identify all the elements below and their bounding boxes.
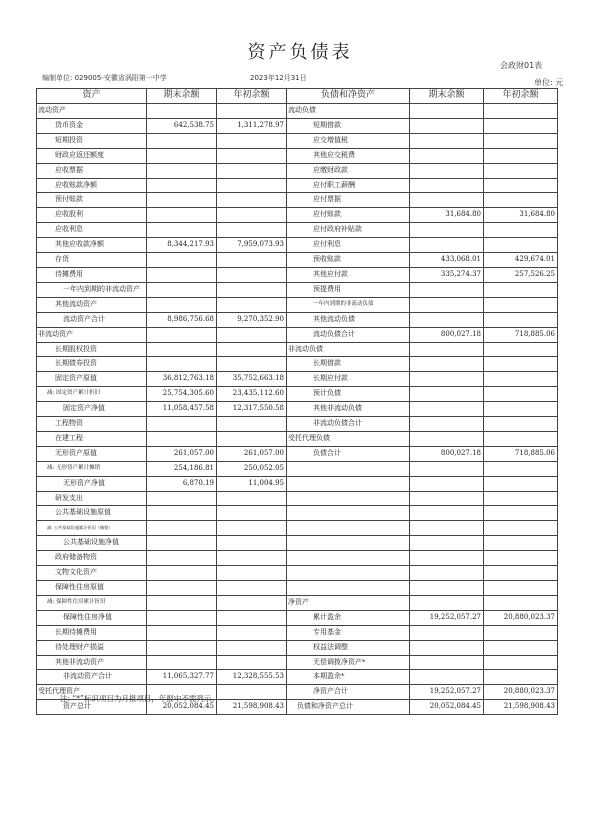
liability-begin xyxy=(484,223,558,238)
liability-begin: 718,885.06 xyxy=(484,327,558,342)
liability-begin xyxy=(484,521,558,536)
liability-label: 流动负债 xyxy=(287,104,410,119)
asset-end xyxy=(147,566,217,581)
reporting-unit: 编制单位: 029005-安徽省涡阳第一中学 xyxy=(42,74,167,82)
liability-label: 其他应付款 xyxy=(287,267,410,282)
asset-label: 保障性住房原值 xyxy=(37,581,147,596)
col-liabilities: 负债和净资产 xyxy=(287,89,410,104)
liability-end xyxy=(410,431,484,446)
asset-begin xyxy=(217,566,287,581)
table-row xyxy=(37,208,558,223)
asset-label: 减: 固定资产累计折旧 xyxy=(37,387,147,402)
liability-begin: 257,526.25 xyxy=(484,267,558,282)
asset-label: 存货 xyxy=(37,253,147,268)
liability-begin: 20,880,023.37 xyxy=(484,610,558,625)
table-row xyxy=(37,133,558,148)
table-row xyxy=(37,312,558,327)
liability-begin xyxy=(484,178,558,193)
liability-label: 本期盈余* xyxy=(287,670,410,685)
asset-begin xyxy=(217,551,287,566)
asset-end xyxy=(147,282,217,297)
liability-begin xyxy=(484,536,558,551)
liability-label: 专用基金 xyxy=(287,625,410,640)
liability-end xyxy=(410,297,484,312)
col-assets: 资产 xyxy=(37,89,147,104)
table-row xyxy=(37,327,558,342)
asset-begin xyxy=(217,133,287,148)
liability-label: 应付账款 xyxy=(287,208,410,223)
asset-end xyxy=(147,581,217,596)
liability-label: 非流动负债合计 xyxy=(287,417,410,432)
liability-label: 应付政府补贴款 xyxy=(287,223,410,238)
liability-begin xyxy=(484,148,558,163)
table-row xyxy=(37,372,558,387)
liability-label xyxy=(287,551,410,566)
form-code: 会政财01表 xyxy=(500,61,543,70)
table-row xyxy=(37,118,558,133)
asset-label: 无形资产原值 xyxy=(37,446,147,461)
asset-end xyxy=(147,655,217,670)
asset-end: 8,344,217.93 xyxy=(147,238,217,253)
liability-end xyxy=(410,193,484,208)
asset-end: 11,058,457.58 xyxy=(147,402,217,417)
liability-end: 19,252,057.27 xyxy=(410,610,484,625)
table-row xyxy=(37,104,558,119)
liability-end xyxy=(410,238,484,253)
liability-label: 长期应付款 xyxy=(287,372,410,387)
asset-label: 研发支出 xyxy=(37,491,147,506)
asset-end xyxy=(147,536,217,551)
table-row xyxy=(37,446,558,461)
liability-end xyxy=(410,417,484,432)
asset-begin xyxy=(217,357,287,372)
asset-label: 其他非流动资产 xyxy=(37,655,147,670)
liability-label: 其他流动负债 xyxy=(287,312,410,327)
liability-begin xyxy=(484,342,558,357)
table-row xyxy=(37,402,558,417)
asset-label: 货币资金 xyxy=(37,118,147,133)
liability-end xyxy=(410,163,484,178)
liability-label: 负债合计 xyxy=(287,446,410,461)
asset-label: 应收账款净额 xyxy=(37,178,147,193)
liability-end xyxy=(410,491,484,506)
asset-end xyxy=(147,193,217,208)
liability-end xyxy=(410,551,484,566)
asset-label: 应收股利 xyxy=(37,208,147,223)
liability-end xyxy=(410,148,484,163)
asset-label: 长期待摊费用 xyxy=(37,625,147,640)
liability-end xyxy=(410,133,484,148)
asset-end xyxy=(147,267,217,282)
liability-begin xyxy=(484,417,558,432)
asset-begin xyxy=(217,610,287,625)
asset-label: 应收利息 xyxy=(37,223,147,238)
liability-begin xyxy=(484,625,558,640)
asset-label: 减: 保障性住房累计折旧 xyxy=(37,595,147,610)
liability-end xyxy=(410,178,484,193)
table-row xyxy=(37,357,558,372)
liability-begin xyxy=(484,163,558,178)
liability-label: 流动负债合计 xyxy=(287,327,410,342)
asset-end xyxy=(147,163,217,178)
table-row xyxy=(37,655,558,670)
asset-label: 保障性住房净值 xyxy=(37,610,147,625)
asset-end: 11,065,327.77 xyxy=(147,670,217,685)
liability-begin: 31,684.80 xyxy=(484,208,558,223)
asset-label: 财政应返还额度 xyxy=(37,148,147,163)
asset-begin: 7,959,073.93 xyxy=(217,238,287,253)
table-header-row xyxy=(37,89,558,104)
asset-end: 254,186.81 xyxy=(147,461,217,476)
asset-begin: 12,328,555.53 xyxy=(217,670,287,685)
currency-unit: 单位: 元 xyxy=(534,78,564,87)
asset-end xyxy=(147,506,217,521)
liability-begin xyxy=(484,640,558,655)
liability-begin xyxy=(484,506,558,521)
table-row xyxy=(37,267,558,282)
asset-end: 8,986,756.68 xyxy=(147,312,217,327)
liability-end xyxy=(410,655,484,670)
liability-label: 净资产合计 xyxy=(287,685,410,700)
liability-end xyxy=(410,670,484,685)
asset-begin xyxy=(217,431,287,446)
asset-begin xyxy=(217,536,287,551)
asset-end xyxy=(147,253,217,268)
asset-begin xyxy=(217,193,287,208)
asset-begin: 11,004.95 xyxy=(217,476,287,491)
liability-begin xyxy=(484,357,558,372)
asset-end xyxy=(147,491,217,506)
liability-end xyxy=(410,640,484,655)
table-row xyxy=(37,282,558,297)
asset-begin xyxy=(217,595,287,610)
asset-end: 261,057.00 xyxy=(147,446,217,461)
liability-label: 净资产 xyxy=(287,595,410,610)
liability-label xyxy=(287,491,410,506)
liability-begin: 718,885.06 xyxy=(484,446,558,461)
asset-label: 无形资产净值 xyxy=(37,476,147,491)
asset-begin xyxy=(217,208,287,223)
liability-label: 长期借款 xyxy=(287,357,410,372)
liability-label: 其他应交税费 xyxy=(287,148,410,163)
col-assets-begin: 年初余额 xyxy=(217,89,287,104)
asset-end xyxy=(147,521,217,536)
report-date: 2023年12月31日 xyxy=(250,74,307,82)
liability-begin xyxy=(484,372,558,387)
liability-end: 335,274.37 xyxy=(410,267,484,282)
asset-label: 政府储备物资 xyxy=(37,551,147,566)
liability-end xyxy=(410,104,484,119)
asset-label: 应收票据 xyxy=(37,163,147,178)
liability-begin xyxy=(484,282,558,297)
asset-begin: 23,435,112.60 xyxy=(217,387,287,402)
asset-end xyxy=(147,327,217,342)
liability-label xyxy=(287,566,410,581)
table-row xyxy=(37,566,558,581)
table-row xyxy=(37,148,558,163)
asset-label: 公共基础设施净值 xyxy=(37,536,147,551)
liability-begin xyxy=(484,655,558,670)
asset-label: 其他应收款净额 xyxy=(37,238,147,253)
liability-begin: 20,880,023.37 xyxy=(484,685,558,700)
asset-label: 其他流动资产 xyxy=(37,297,147,312)
liability-begin xyxy=(484,566,558,581)
liability-label: 应付票据 xyxy=(287,193,410,208)
asset-begin xyxy=(217,655,287,670)
liability-end xyxy=(410,625,484,640)
liability-begin xyxy=(484,312,558,327)
liability-label: 应缴财政款 xyxy=(287,163,410,178)
asset-begin xyxy=(217,104,287,119)
liability-begin xyxy=(484,104,558,119)
liability-begin xyxy=(484,133,558,148)
asset-end xyxy=(147,610,217,625)
table-row xyxy=(37,595,558,610)
table-row xyxy=(37,297,558,312)
balance-sheet-table xyxy=(36,88,558,715)
asset-label: 流动资产 xyxy=(37,104,147,119)
liability-label: 无偿调拨净资产* xyxy=(287,655,410,670)
table-row xyxy=(37,387,558,402)
table-row xyxy=(37,625,558,640)
asset-begin xyxy=(217,253,287,268)
liability-label: 预提费用 xyxy=(287,282,410,297)
asset-end: 6,870.19 xyxy=(147,476,217,491)
asset-begin xyxy=(217,417,287,432)
asset-end xyxy=(147,342,217,357)
liability-end xyxy=(410,521,484,536)
table-row xyxy=(37,431,558,446)
table-row xyxy=(37,551,558,566)
asset-begin xyxy=(217,223,287,238)
asset-begin xyxy=(217,342,287,357)
liability-label: 应交增值税 xyxy=(287,133,410,148)
liability-begin xyxy=(484,118,558,133)
asset-label: 公共基础设施原值 xyxy=(37,506,147,521)
liability-end xyxy=(410,312,484,327)
liability-label xyxy=(287,461,410,476)
col-liab-end: 期末余额 xyxy=(410,89,484,104)
liability-label xyxy=(287,536,410,551)
asset-begin xyxy=(217,491,287,506)
liability-end xyxy=(410,372,484,387)
liability-label: 受托代理负债 xyxy=(287,431,410,446)
footnote: 注: “*”标识项目为月报项目，年报中不需列示。 xyxy=(60,694,219,703)
asset-end xyxy=(147,297,217,312)
asset-begin: 35,752,663.18 xyxy=(217,372,287,387)
asset-begin xyxy=(217,163,287,178)
table-row xyxy=(37,640,558,655)
asset-end: 36,812,763.18 xyxy=(147,372,217,387)
asset-label: 在建工程 xyxy=(37,431,147,446)
liability-begin xyxy=(484,581,558,596)
liability-label xyxy=(287,476,410,491)
asset-begin: 9,270,352.90 xyxy=(217,312,287,327)
asset-begin xyxy=(217,625,287,640)
liability-label xyxy=(287,521,410,536)
liability-label: 应付职工薪酬 xyxy=(287,178,410,193)
liability-end: 800,027.18 xyxy=(410,446,484,461)
asset-begin xyxy=(217,178,287,193)
asset-begin xyxy=(217,521,287,536)
asset-label: 固定资产原值 xyxy=(37,372,147,387)
asset-begin: 250,052.05 xyxy=(217,461,287,476)
table-row xyxy=(37,223,558,238)
asset-end xyxy=(147,178,217,193)
asset-label: 非流动资产 xyxy=(37,327,147,342)
table-row xyxy=(37,178,558,193)
asset-end xyxy=(147,431,217,446)
liability-end xyxy=(410,461,484,476)
asset-end xyxy=(147,640,217,655)
table-row xyxy=(37,253,558,268)
asset-label: 长期股权投资 xyxy=(37,342,147,357)
table-row xyxy=(37,476,558,491)
asset-end xyxy=(147,625,217,640)
liability-label: 一年内到期的非流动负债 xyxy=(287,297,410,312)
asset-label: 减: 无形资产累计摊销 xyxy=(37,461,147,476)
liability-label xyxy=(287,581,410,596)
asset-label: 待处理财产损溢 xyxy=(37,640,147,655)
liability-end: 20,052,084.45 xyxy=(410,700,484,715)
asset-label: 一年内到期的非流动资产 xyxy=(37,282,147,297)
asset-begin xyxy=(217,267,287,282)
liability-end: 433,068.01 xyxy=(410,253,484,268)
liability-end: 800,027.18 xyxy=(410,327,484,342)
liability-end xyxy=(410,342,484,357)
liability-end xyxy=(410,282,484,297)
liability-end xyxy=(410,566,484,581)
asset-begin: 1,311,278.97 xyxy=(217,118,287,133)
liability-begin xyxy=(484,551,558,566)
asset-end: 25,754,305.60 xyxy=(147,387,217,402)
asset-label: 固定资产净值 xyxy=(37,402,147,417)
asset-end xyxy=(147,417,217,432)
asset-end xyxy=(147,148,217,163)
liability-end xyxy=(410,506,484,521)
asset-label: 流动资产合计 xyxy=(37,312,147,327)
asset-label: 减: 公共基础设施累计折旧（摊销） xyxy=(37,521,147,536)
liability-end xyxy=(410,118,484,133)
liability-begin xyxy=(484,402,558,417)
liability-end: 31,684.80 xyxy=(410,208,484,223)
table-row xyxy=(37,342,558,357)
liability-begin xyxy=(484,431,558,446)
liability-label: 权益法调整 xyxy=(287,640,410,655)
col-assets-end: 期末余额 xyxy=(147,89,217,104)
liability-label: 预收账款 xyxy=(287,253,410,268)
table-row xyxy=(37,670,558,685)
asset-begin xyxy=(217,327,287,342)
liability-end xyxy=(410,223,484,238)
asset-label: 预付账款 xyxy=(37,193,147,208)
asset-end xyxy=(147,133,217,148)
liability-end xyxy=(410,357,484,372)
liability-begin xyxy=(484,193,558,208)
asset-begin: 21,598,908.43 xyxy=(217,700,287,715)
liability-begin: 21,598,908.43 xyxy=(484,700,558,715)
asset-label: 工程物资 xyxy=(37,417,147,432)
asset-end: 642,538.75 xyxy=(147,118,217,133)
asset-label: 待摊费用 xyxy=(37,267,147,282)
liability-end xyxy=(410,402,484,417)
asset-end xyxy=(147,551,217,566)
liability-end xyxy=(410,536,484,551)
liability-begin xyxy=(484,670,558,685)
liability-label: 负债和净资产总计 xyxy=(287,700,410,715)
table-row xyxy=(37,536,558,551)
liability-begin xyxy=(484,238,558,253)
asset-end xyxy=(147,595,217,610)
table-row xyxy=(37,521,558,536)
asset-label: 非流动资产合计 xyxy=(37,670,147,685)
asset-end xyxy=(147,357,217,372)
asset-end xyxy=(147,223,217,238)
liability-end xyxy=(410,595,484,610)
asset-label: 受托代理资产 xyxy=(37,685,147,700)
col-liab-begin: 年初余额 xyxy=(484,89,558,104)
asset-begin xyxy=(217,297,287,312)
asset-end: 20,052,084.45 xyxy=(147,700,217,715)
asset-end xyxy=(147,208,217,223)
liability-end xyxy=(410,476,484,491)
liability-label: 预计负债 xyxy=(287,387,410,402)
asset-begin: 12,317,550.58 xyxy=(217,402,287,417)
liability-end xyxy=(410,387,484,402)
liability-begin xyxy=(484,491,558,506)
liability-label: 短期借款 xyxy=(287,118,410,133)
asset-begin xyxy=(217,640,287,655)
table-row xyxy=(37,461,558,476)
liability-label: 其他非流动负债 xyxy=(287,402,410,417)
liability-begin xyxy=(484,476,558,491)
liability-label xyxy=(287,506,410,521)
liability-begin xyxy=(484,297,558,312)
liability-begin xyxy=(484,595,558,610)
table-row xyxy=(37,238,558,253)
table-row xyxy=(37,417,558,432)
asset-label: 短期投资 xyxy=(37,133,147,148)
asset-label: 资产总计 xyxy=(37,700,147,715)
liability-label: 应付利息 xyxy=(287,238,410,253)
table-row xyxy=(37,193,558,208)
table-row xyxy=(37,610,558,625)
asset-begin xyxy=(217,148,287,163)
asset-label: 文物文化资产 xyxy=(37,566,147,581)
table-row xyxy=(37,491,558,506)
table-row xyxy=(37,581,558,596)
liability-begin xyxy=(484,387,558,402)
liability-label: 非流动负债 xyxy=(287,342,410,357)
asset-begin xyxy=(217,685,287,700)
liability-begin xyxy=(484,461,558,476)
liability-end xyxy=(410,581,484,596)
liability-begin: 429,674.01 xyxy=(484,253,558,268)
report-title: 资产负债表 xyxy=(247,42,353,63)
asset-begin xyxy=(217,282,287,297)
table-row xyxy=(37,506,558,521)
asset-begin xyxy=(217,506,287,521)
asset-end xyxy=(147,104,217,119)
liability-end: 19,252,057.27 xyxy=(410,685,484,700)
asset-label: 长期债券投资 xyxy=(37,357,147,372)
table-row xyxy=(37,163,558,178)
liability-label: 累计盈余 xyxy=(287,610,410,625)
asset-begin xyxy=(217,581,287,596)
asset-begin: 261,057.00 xyxy=(217,446,287,461)
